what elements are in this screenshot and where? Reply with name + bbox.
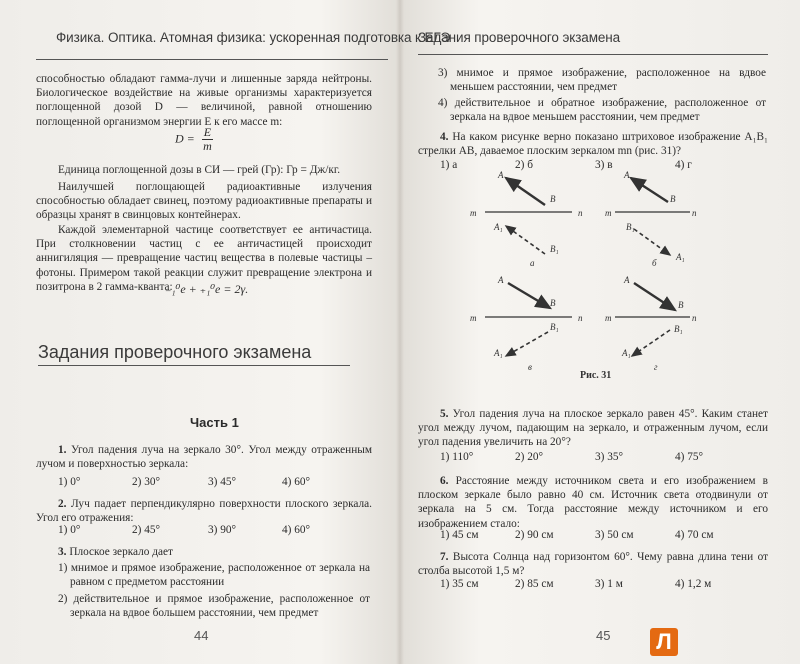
- panel-letter-b: б: [652, 258, 657, 268]
- q5-option-3[interactable]: 3) 35°: [595, 451, 624, 463]
- label-A1-g: A₁: [622, 348, 631, 358]
- panel-letter-g: г: [654, 362, 658, 372]
- running-head-left: Физика. Оптика. Атомная физика: ускоренная подготовка к ЕГЭ: [56, 30, 451, 45]
- question-7-text: Высота Солнца над горизонтом 60°. Чему равна длина тени от столба высотой 1,5 м?: [418, 551, 769, 578]
- q2-option-4[interactable]: 4) 60°: [282, 524, 311, 536]
- figure-31: [400, 150, 700, 380]
- dose-formula: [175, 126, 213, 153]
- panel-letter-v: в: [528, 362, 532, 372]
- label-A1-v: A₁: [494, 348, 503, 358]
- q6-option-1[interactable]: 1) 45 см: [440, 529, 479, 541]
- label-B1-a: B₁: [550, 244, 559, 254]
- question-1: [36, 443, 372, 471]
- question-1-number: 1.: [58, 444, 67, 456]
- label-B-v: B: [550, 298, 556, 308]
- label-n-g: n: [692, 313, 697, 323]
- label-A-v: A: [498, 275, 504, 285]
- q6-option-2[interactable]: 2) 90 см: [515, 529, 554, 541]
- q3-option-2[interactable]: 2) действительное и прямое изображение, расположенное от зеркала на вдвое большем расстоянии, чем предмет: [58, 593, 370, 620]
- image-a1b1-g: [632, 330, 670, 356]
- formula-denominator: m: [203, 139, 212, 153]
- q6-option-4[interactable]: 4) 70 см: [675, 529, 714, 541]
- label-B-a: B: [550, 194, 556, 204]
- q5-option-1[interactable]: 1) 110°: [440, 451, 474, 463]
- paragraph-antiparticle: Каждой элементарной частице соответствует ее античастица. При столкновении частиц с ее античастицей происходит аннигиляция — превращение частиц вещества в полевые частицы – фотоны. Примером такой реакции служит превращение электрона и позитрона в 2 гамма-кванта:: [36, 224, 372, 293]
- panel-g: [605, 275, 697, 372]
- label-B-g: B: [678, 300, 684, 310]
- page-number-right: 45: [596, 628, 611, 643]
- q3-option-3[interactable]: 3) мнимое и прямое изображение, расположенное на вдвое меньшем расстоянии, чем предмет: [438, 67, 766, 94]
- label-A1-a: A₁: [494, 222, 503, 232]
- q4-option-1[interactable]: 1) а: [440, 159, 458, 171]
- question-6: [418, 474, 768, 531]
- figure-caption: Рис. 31: [580, 370, 612, 380]
- question-2-text: Луч падает перпендикулярно поверхности плоского зеркала. Угол его отражения:: [36, 498, 373, 525]
- label-A-a: A: [498, 170, 504, 180]
- question-4-text: На каком рисунке верно показано штриховое изображение A₁B₁ стрелки AB, даваемое плоским зеркалом mn (рис. 31)?: [418, 131, 768, 158]
- q4-option-4[interactable]: 4) г: [675, 159, 692, 171]
- image-a1b1-a: [506, 226, 545, 254]
- running-head-right: Задания проверочного экзамена: [418, 30, 621, 45]
- q5-option-4[interactable]: 4) 75°: [675, 451, 704, 463]
- arrow-ab-g: [634, 283, 675, 310]
- formula-fraction: [202, 126, 213, 153]
- header-rule-left: [36, 59, 388, 60]
- publisher-logo: Л: [650, 628, 678, 656]
- question-2-number: 2.: [58, 498, 67, 510]
- paragraph-dose: способностью обладают гамма-лучи и лишенные заряда нейтроны. Биологическое воздействие на живые организмы характеризуется поглощенной дозой D — величиной, равной отношению поглощенной организмом энергии E к его массе m:: [36, 73, 372, 128]
- q1-option-3[interactable]: 3) 45°: [208, 476, 237, 488]
- question-7: [418, 550, 768, 578]
- q2-option-1[interactable]: 1) 0°: [58, 524, 81, 536]
- label-B1-v: B₁: [550, 322, 559, 332]
- formula-lhs: D =: [175, 131, 195, 146]
- question-2: [36, 497, 372, 525]
- question-1-text: Угол падения луча на зеркало 30°. Угол между отраженным лучом и поверхностью зеркала:: [36, 444, 372, 471]
- q1-option-1[interactable]: 1) 0°: [58, 476, 81, 488]
- question-3: [58, 545, 378, 559]
- label-B1-b: B₁: [626, 222, 635, 232]
- panel-letter-a: а: [530, 258, 535, 268]
- label-m-g: m: [605, 313, 612, 323]
- q3-option-1[interactable]: 1) мнимое и прямое изображение, расположенное от зеркала на равном с предметом расстоянии: [58, 562, 370, 589]
- formula-numerator: E: [203, 125, 212, 139]
- panel-b: [605, 170, 697, 268]
- paragraph-gray-unit: Единица поглощенной дозы в СИ — грей (Гр): Гр = Дж/кг.: [58, 164, 341, 176]
- q7-option-1[interactable]: 1) 35 см: [440, 578, 479, 590]
- q7-option-3[interactable]: 3) 1 м: [595, 578, 623, 590]
- part-title: Часть 1: [190, 415, 239, 430]
- question-5: [418, 407, 768, 450]
- label-m-v: m: [470, 313, 477, 323]
- question-3-text: Плоское зеркало дает: [69, 546, 173, 558]
- q2-option-2[interactable]: 2) 45°: [132, 524, 161, 536]
- annihilation-formula: ₋₁⁰e + ₊₁⁰e = 2γ.: [165, 282, 249, 296]
- question-5-number: 5.: [440, 408, 449, 420]
- q1-option-4[interactable]: 4) 60°: [282, 476, 311, 488]
- label-n-v: n: [578, 313, 583, 323]
- arrow-ab-a: [506, 178, 545, 205]
- q3-option-4[interactable]: 4) действительное и обратное изображение, расположенное от зеркала на вдвое меньшем расстоянии, чем предмет: [438, 97, 766, 124]
- question-4-number: 4.: [440, 131, 449, 143]
- q6-option-3[interactable]: 3) 50 см: [595, 529, 634, 541]
- q1-option-2[interactable]: 2) 30°: [132, 476, 161, 488]
- arrow-ab-b: [631, 178, 668, 202]
- label-n-a: n: [578, 208, 583, 218]
- q4-option-2[interactable]: 2) б: [515, 159, 533, 171]
- label-m-a: m: [470, 208, 477, 218]
- arrow-ab-v: [508, 283, 550, 308]
- panel-a: [470, 170, 583, 268]
- section-title: Задания проверочного экзамена: [38, 342, 312, 362]
- label-B-b: B: [670, 194, 676, 204]
- panel-v: [470, 275, 583, 372]
- label-A-b: A: [624, 170, 630, 180]
- image-a1b1-b: [634, 229, 670, 255]
- label-m-b: m: [605, 208, 612, 218]
- question-3-number: 3.: [58, 546, 67, 558]
- page-number-left: 44: [194, 628, 209, 643]
- image-a1b1-v: [506, 332, 548, 356]
- q4-option-3[interactable]: 3) в: [595, 159, 613, 171]
- paragraph-lead: Наилучшей поглощающей радиоактивные излучения способностью обладает свинец, поэтому радиоактивные препараты и образцы хранят в свинцовых контейнерах.: [36, 181, 372, 222]
- q7-option-2[interactable]: 2) 85 см: [515, 578, 554, 590]
- q7-option-4[interactable]: 4) 1,2 м: [675, 578, 712, 590]
- q5-option-2[interactable]: 2) 20°: [515, 451, 544, 463]
- label-A-g: A: [624, 275, 630, 285]
- question-6-text: Расстояние между источником света и его изображением в плоском зеркале было равно 40 см. Источник света отодвинули от зеркала на 5 см. Тогда расстояние между источником и его изображением стало:: [418, 475, 768, 530]
- question-6-number: 6.: [440, 475, 449, 487]
- label-A1-b: A₁: [676, 252, 685, 262]
- q2-option-3[interactable]: 3) 90°: [208, 524, 237, 536]
- question-5-text: Угол падения луча на плоское зеркало равен 45°. Каким станет угол между лучом, падающим на зеркало, и отраженным лучом, если угол падения увеличить на 20°?: [418, 408, 768, 449]
- header-rule-right: [418, 54, 768, 55]
- section-rule: [38, 365, 350, 366]
- label-n-b: n: [692, 208, 697, 218]
- label-B1-g: B₁: [674, 324, 683, 334]
- question-7-number: 7.: [440, 551, 449, 563]
